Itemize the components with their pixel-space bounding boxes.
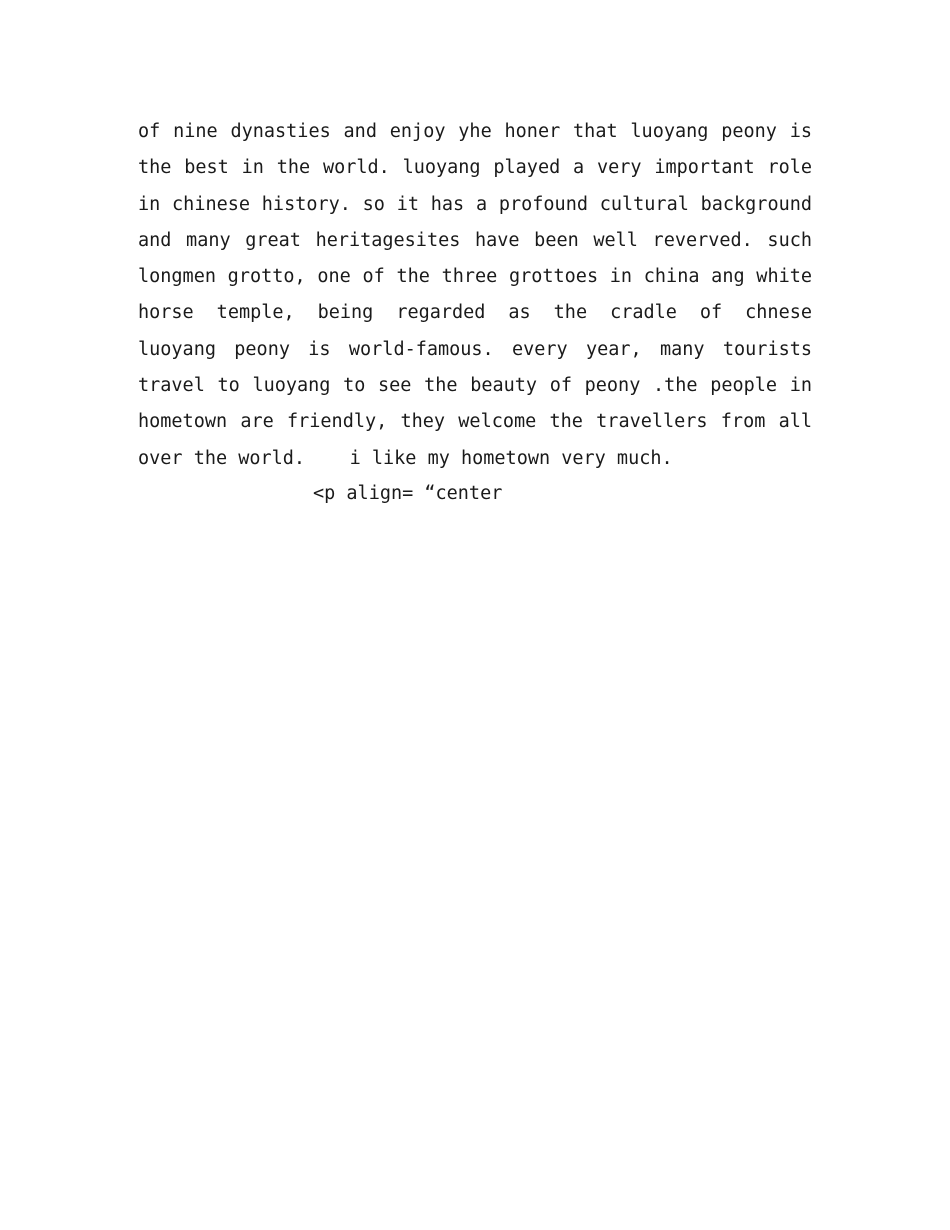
text-line: hometown are friendly, they welcome the travellers from all — [138, 411, 812, 433]
text-line: and many great heritagesites have been well reverved. such — [138, 229, 812, 251]
text-line-last: over the world. i like my hometown very much. — [138, 447, 673, 469]
text-line: of nine dynasties and enjoy yhe honer that luoyang peony is — [138, 121, 812, 142]
text-line: the best in the world. luoyang played a very important role — [138, 157, 812, 179]
text-line: luoyang peony is world-famous. every year, many tourists — [138, 338, 812, 360]
text-line: horse temple, being regarded as the cradle of chnese — [138, 302, 812, 324]
text-line: longmen grotto, one of the three grottoes in china ang white — [138, 266, 812, 288]
text-line: travel to luoyang to see the beauty of peony .the people in — [138, 375, 812, 397]
html-fragment-text: <p align= “center — [313, 483, 503, 504]
text-line: in chinese history. so it has a profound cultural background — [138, 193, 812, 215]
body-paragraph — [138, 114, 812, 477]
